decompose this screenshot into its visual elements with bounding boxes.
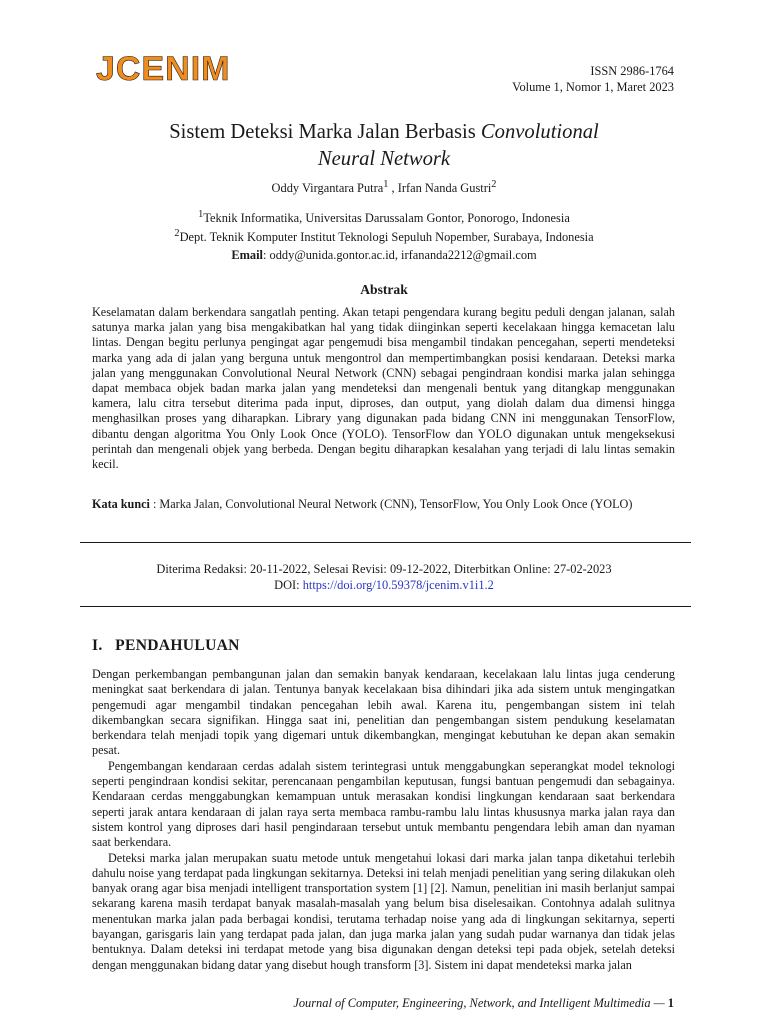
divider-bottom [80, 606, 691, 607]
email-label: Email [231, 248, 263, 262]
doi-line [84, 577, 684, 593]
title-main: Sistem Deteksi Marka Jalan Berbasis [169, 121, 481, 143]
affiliation-line [84, 226, 684, 245]
paragraph: Dengan perkembangan pembangunan jalan dan semakin banyak kendaraan, kecelakaan lalu lintas juga cenderung meningkat saat berkendara di jalan. Tentunya banyak kecelakaan bisa dihindari jika ada sistem untuk mengingatkan pengemudi agar mengambil tindakan pencegahan lebih awal. Karena itu, pengembangan sistem ini telah dikembangkan secara signifikan. Hingga saat ini, penelitian dan pengembangan sistem pendukung keselamatan berkendara telah menjadi topik yang digemari untuk dikembangkan, mengingat kebutuhan ke depan akan semakin pesat. [92, 667, 675, 758]
volume-info: Volume 1, Nomor 1, Maret 2023 [512, 80, 674, 94]
author-name: Oddy Virgantara Putra [271, 181, 384, 196]
journal-logo: JCENIM [96, 50, 231, 88]
author-list [84, 179, 684, 196]
email-line [84, 248, 684, 263]
issn-block [512, 63, 674, 95]
affiliation-text: Dept. Teknik Komputer Institut Teknologi Sepuluh Nopember, Surabaya, Indonesia [179, 230, 594, 245]
keywords [92, 497, 675, 512]
page-footer [293, 996, 674, 1011]
paper-title [84, 119, 684, 173]
section-heading: I. PENDAHULUAN [92, 637, 240, 654]
affiliation-superscript: 1 [198, 209, 204, 220]
dates-line: Diterima Redaksi: 20-11-2022, Selesai Revisi: 09-12-2022, Diterbitkan Online: 27-02-2023 [156, 562, 612, 576]
section-body [92, 667, 675, 973]
affiliation-superscript: 2 [174, 228, 180, 240]
author-name: Irfan Nanda Gustri [397, 181, 492, 196]
abstract-text: Keselamatan dalam berkendara sangatlah penting. Akan tetapi pengendara kurang begitu peduli dengan jalanan, salah satunya marka jalan yang bisa mengakibatkan hal yang tidak diinginkan seperti kecelakaan hingga kemacetan lalu lintas. Dengan begitu perlunya pengingat agar pengemudi bisa mengambil tindakan pencegahan, seperti mendeteksi marka yang ada di jalan yang berguna untuk mengontrol dan mempertimbangkan posisi kendaraan. Deteksi marka jalan yang menggunakan Convolutional Neural Network (CNN) sebagai pengindraan kondisi marka jalan sehingga dapat membaca objek badan marka jalan yang mendeteksi dan mengenali bentuk yang ditangkap menggunakan kamera, lalu citra tersebut diterima pada input, diproses, dan output, yang diolah dalam dua dimensi hingga menghasilkan proses yang diharapkan. Library yang digunakan pada bidang CNN ini menggunakan TensorFlow, dibantu dengan algoritma You Only Look Once (YOLO). TensorFlow dan YOLO digunakan untuk mengeksekusi perintah dan mengenali objek yang berbeda. Dengan begitu diharapkan kesalahan yang terjadi di lalu lintas semakin kecil. [92, 305, 675, 472]
author-separator: , [388, 181, 398, 196]
affiliation-line [84, 207, 684, 226]
email-addresses[interactable]: : oddy@unida.gontor.ac.id, irfananda2212@gmail.com [263, 248, 537, 262]
publication-dates [84, 561, 684, 593]
paragraph: Pengembangan kendaraan cerdas adalah sistem terintegrasi untuk menggabungkan seperangkat model teknologi seperti pengindraan kondisi sekitar, perencanaan pengambilan keputusan, fungsi bantuan pengemudi dan sebagainya. Kendaraan cerdas menggabungkan kemampuan untuk merasakan kondisi lingkungan kendaraan saat berkendara seperti jarak antara kendaraan di jalan raya serta membaca rambu-rambu lalu lintas khususnya marka jalan raya dan sistem kontrol yang diproses dari hasil pengindaraan tersebut untuk membantu pengendara lebih aman dan nyaman saat berkendara. [92, 758, 675, 850]
issn-number: ISSN 2986-1764 [590, 64, 674, 78]
affiliations [84, 207, 684, 245]
footer-journal-name: Journal of Computer, Engineering, Network, and Intelligent Multimedia [293, 996, 651, 1010]
abstract-heading: Abstrak [360, 282, 408, 297]
keywords-text: : Marka Jalan, Convolutional Neural Network (CNN), TensorFlow, You Only Look Once (YOLO) [149, 497, 633, 511]
doi-label: DOI: [274, 578, 303, 592]
author-superscript: 2 [491, 179, 497, 190]
doi-link[interactable]: https://doi.org/10.59378/jcenim.v1i1.2 [302, 578, 494, 592]
author-superscript: 1 [383, 179, 389, 190]
paragraph: Deteksi marka jalan merupakan suatu metode untuk mengetahui lokasi dari marka jalan tanpa diketahui terlebih dahulu noise yang terdapat pada lingkungan sekitarnya. Deteksi ini telah menjadi penelitian yang sering dilakukan oleh banyak orang agar bisa menjadi intelligent transportation system [1] [2]. Namun, penelitian ini masih berlanjut sampai sekarang karena masih terdapat banyak masalah-masalah yang belum bisa diselesaikan. Contohnya adalah sulitnya menentukan marka jalan pada berbagai kondisi, terutama terhadap noise yang ada di lingkungan sekitarnya, seperti bayangan, garisgaris lain yang terdapat pada jalan, dan juga marka jalan yang sudah pudar warnanya dan tidak jelas bentuknya. Dalam deteksi ini terdapat metode yang bisa digunakan dengan deteksi tepi pada objek, setelah deteksi dengan menggunakan bidang datar yang disebut hough transform [3]. Sistem ini dapat mendeteksi marka jalan [92, 850, 675, 972]
keywords-label: Kata kunci [92, 497, 150, 511]
affiliation-text: Teknik Informatika, Universitas Darussalam Gontor, Ponorogo, Indonesia [203, 211, 570, 226]
title-italic-1: Convolutional [480, 121, 599, 143]
page-number: 1 [667, 996, 674, 1010]
title-italic-2: Neural Network [317, 148, 451, 170]
divider-top [80, 542, 691, 543]
footer-dash: — [650, 996, 668, 1010]
